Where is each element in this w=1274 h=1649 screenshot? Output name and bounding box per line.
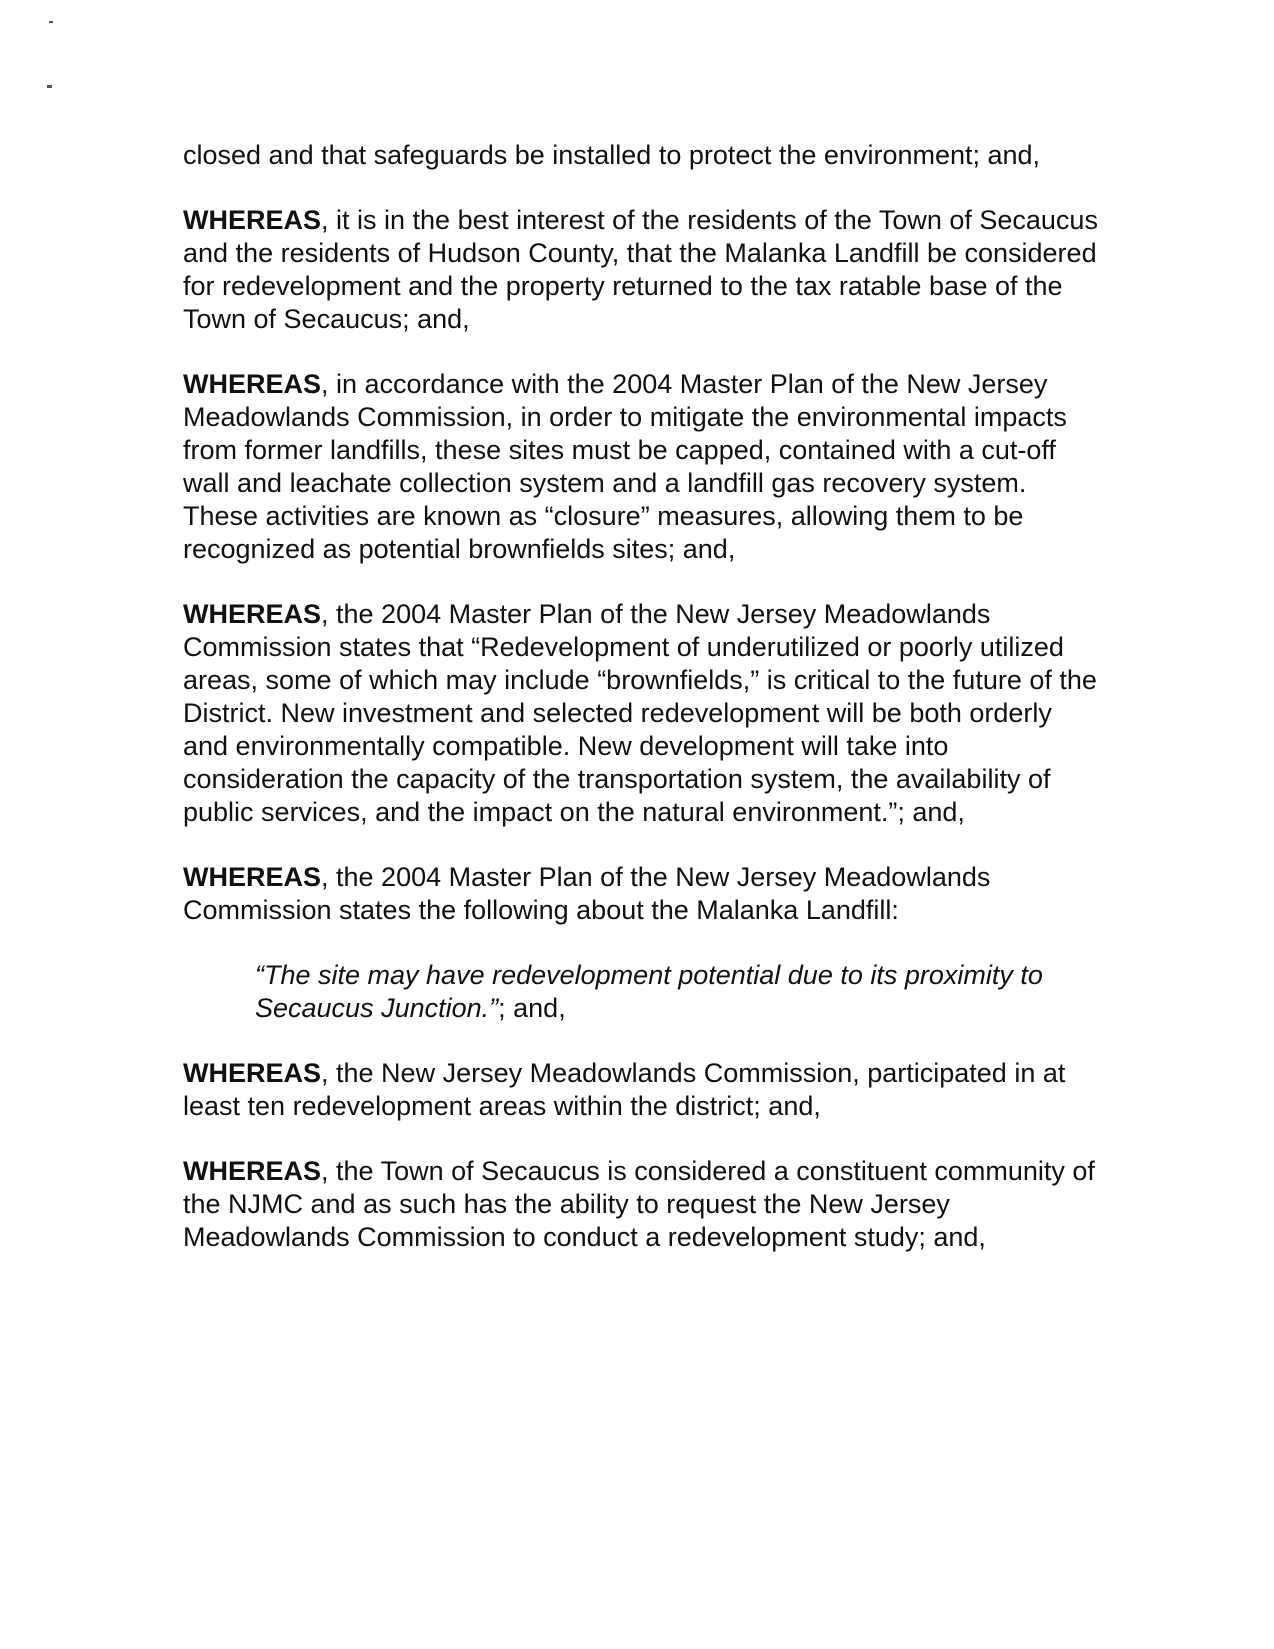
quote-suffix: ; and, (498, 993, 566, 1023)
document-body (183, 139, 1103, 1286)
clause-text: , the New Jersey Meadowlands Commission, participated in at least ten redevelopment areas within the district; and, (183, 1058, 1066, 1121)
whereas-clause-participation (183, 1057, 1103, 1123)
paragraph-continuation (183, 139, 1103, 172)
clause-keyword: WHEREAS (183, 599, 322, 629)
clause-keyword: WHEREAS (183, 862, 322, 892)
whereas-clause-constituent-community (183, 1155, 1103, 1254)
scan-artifact (49, 21, 53, 23)
whereas-clause-master-plan-closure (183, 368, 1103, 566)
whereas-clause-malanka-landfill (183, 861, 1103, 927)
clause-text: , the Town of Secaucus is considered a constituent community of the NJMC and as such has the ability to request the New Jersey Meadowlands Commission to conduct a redevelopment study; and, (183, 1156, 1095, 1252)
clause-text: , the 2004 Master Plan of the New Jersey Meadowlands Commission states the following about the Malanka Landfill: (183, 862, 991, 925)
whereas-clause-residents (183, 204, 1103, 336)
clause-keyword: WHEREAS (183, 369, 322, 399)
block-quote (255, 959, 1103, 1025)
clause-keyword: WHEREAS (183, 1156, 322, 1186)
paragraph-text: closed and that safeguards be installed to protect the environment; and, (183, 140, 1041, 170)
clause-keyword: WHEREAS (183, 205, 322, 235)
quote-text: “The site may have redevelopment potential due to its proximity to Secaucus Junction.” (255, 960, 1043, 1023)
whereas-clause-master-plan-redevelopment (183, 598, 1103, 829)
scan-artifact (47, 85, 52, 88)
clause-text: , in accordance with the 2004 Master Plan of the New Jersey Meadowlands Commission, in order to mitigate the environmental impacts from former landfills, these sites must be capped, contained with a cut-off wall and leachate collection system and a landfill gas recovery system. These activities are known as “closure” measures, allowing them to be recognized as potential brownfields sites; and, (183, 369, 1067, 564)
clause-keyword: WHEREAS (183, 1058, 322, 1088)
clause-text: , the 2004 Master Plan of the New Jersey Meadowlands Commission states that “Redevelopment of underutilized or poorly utilized areas, some of which may include “brownfields,” is critical to the future of the District. New investment and selected redevelopment will be both orderly and environmentally compatible. New development will take into consideration the capacity of the transportation system, the availability of public services, and the impact on the natural environment.”; and, (183, 599, 1097, 827)
clause-text: , it is in the best interest of the residents of the Town of Secaucus and the residents of Hudson County, that the Malanka Landfill be considered for redevelopment and the property returned to the tax ratable base of the Town of Secaucus; and, (183, 205, 1098, 334)
